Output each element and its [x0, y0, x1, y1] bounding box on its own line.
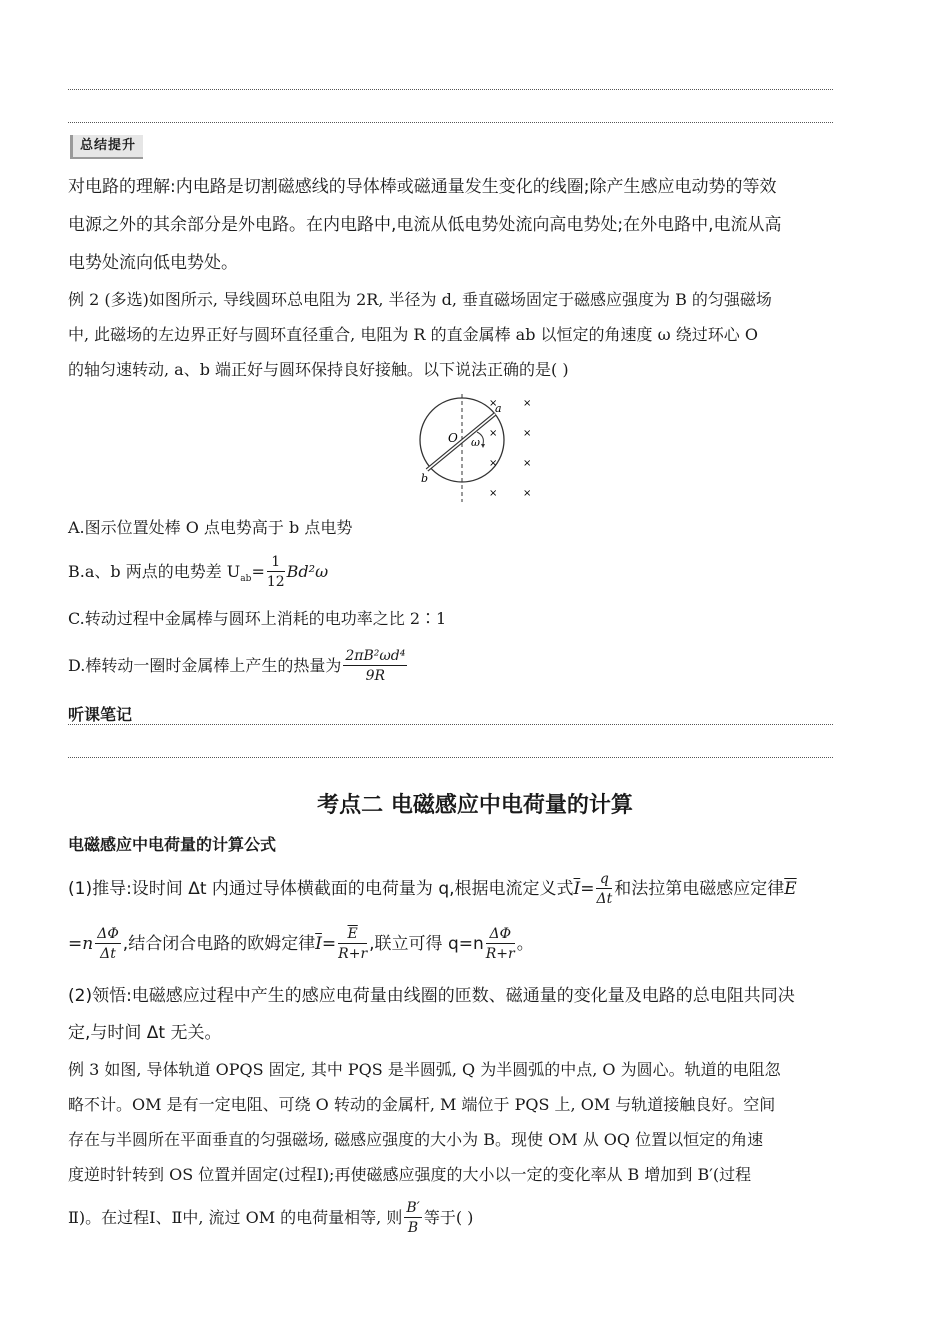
fraction-B-ratio [404, 1199, 421, 1238]
label-O: O [448, 431, 458, 445]
option-b-numerator: 1 [267, 553, 285, 572]
derivation-text-c: ,结合闭合电路的欧姆定律 [122, 934, 316, 954]
option-b-suffix: Bd²ω [286, 562, 329, 581]
cross-6: × [523, 458, 532, 469]
fraction-Rr-2: R+r [485, 945, 515, 962]
fraction-dphi-2: ΔΦ [486, 925, 515, 944]
example3-line-2: 略不计。OM 是有一定电阻、可绕 O 转动的金属杆, M 端位于 PQS 上, OM 与轨道接触良好。空间 [68, 1095, 776, 1114]
cross-7: × [489, 488, 498, 499]
fraction-E: $\overline{E}$ [338, 925, 367, 944]
option-b-denominator: 12 [266, 574, 285, 590]
option-c: C.转动过程中金属棒与圆环上消耗的电功率之比 2∶1 [68, 609, 447, 628]
option-b-sub: ab [240, 574, 252, 585]
option-b-prefix: B.a、b 两点的电势差 U [68, 562, 241, 581]
example3-line-5 [68, 1196, 473, 1240]
fraction-dt: Δt [596, 890, 613, 907]
fraction-dphi: ΔΦ [97, 925, 119, 942]
derivation-eq-1: = [580, 879, 595, 899]
label-a: a [495, 402, 502, 415]
emf-E-bar: $\overline{E}$ [784, 879, 797, 899]
example2-line-3: 的轴匀速转动, a、b 端正好与圆环保持良好接触。以下说法正确的是( ) [68, 360, 569, 379]
note-line-3 [68, 724, 833, 725]
option-d-prefix: D.棒转动一圈时金属棒上产生的热量为 [68, 656, 342, 675]
label-omega: ω [471, 436, 480, 449]
note-line-2 [68, 122, 833, 123]
summary-line-1: 对电路的理解:内电路是切割磁感线的导体棒或磁通量发生变化的线圈;除产生感应电动势的等效 [68, 177, 777, 197]
option-b [68, 552, 328, 599]
section-title: 考点二 电磁感应中电荷量的计算 [317, 793, 633, 818]
fraction-B: B [407, 1220, 419, 1236]
cross-5: × [489, 458, 498, 469]
option-d-fraction [343, 647, 407, 686]
derivation-end: 。 [516, 934, 534, 954]
example3-line-4: 度逆时针转到 OS 位置并固定(过程Ⅰ);再使磁感应强度的大小以一定的变化率从 B 增加到 B′(过程 [68, 1165, 752, 1184]
note-line-4 [68, 757, 833, 758]
cross-8: × [523, 488, 532, 499]
derivation-text-d: ,联立可得 q=n [369, 934, 484, 954]
metal-rod-inner [427, 414, 498, 470]
lecture-notes-label: 听课笔记 [68, 705, 133, 724]
fraction-dphi-Rr [486, 925, 515, 964]
derivation-eq-n: =n [68, 934, 94, 954]
example2-figure [405, 392, 545, 504]
section-subhead: 电磁感应中电荷量的计算公式 [68, 835, 277, 854]
summary-line-3: 电势处流向低电势处。 [68, 253, 238, 273]
derivation-text-b: 和法拉第电磁感应定律 [614, 879, 785, 899]
option-d [68, 644, 409, 688]
option-d-numerator: 2πB²ωd⁴ [345, 648, 406, 664]
option-d-denominator: 9R [365, 668, 386, 684]
fraction-Bprime: B′ [406, 1200, 420, 1216]
example3-line-1: 例 3 如图, 导体轨道 OPQS 固定, 其中 PQS 是半圆弧, Q 为半圆弧的中点, O 为圆心。轨道的电阻忽 [68, 1060, 781, 1079]
example3-line-3: 存在与半圆所在平面垂直的匀强磁场, 磁感应强度的大小为 B。现使 OM 从 OQ 位置以恒定的角速 [68, 1130, 764, 1149]
derivation-line-2 [68, 922, 534, 966]
insight-line-2: 定,与时间 Δt 无关。 [68, 1023, 222, 1043]
derivation-line-1 [68, 869, 797, 909]
fraction-E-Rr [338, 925, 367, 964]
summary-line-2: 电源之外的其余部分是外电路。在内电路中,电流从低电势处流向高电势处;在外电路中,电流从高 [68, 215, 782, 235]
cross-3: × [489, 428, 498, 439]
fraction-dphi-dt [95, 925, 121, 964]
cross-2: × [523, 398, 532, 409]
current-I-bar: $\overline{I}$ [573, 879, 581, 899]
omega-arrowhead [481, 444, 485, 448]
insight-line-1: (2)领悟:电磁感应过程中产生的感应电荷量由线圈的匝数、磁通量的变化量及电路的总电阻共同决 [68, 986, 795, 1006]
summary-badge: 总结提升 [70, 135, 143, 159]
fraction-dt-2: Δt [100, 945, 116, 962]
current-I-bar-2: $\overline{I}$ [315, 934, 322, 954]
fraction-q-dt [596, 870, 612, 909]
example3-line-5-suffix: 等于( ) [423, 1208, 474, 1227]
fraction-Rr: R+r [338, 945, 368, 962]
fraction-q: q [596, 870, 612, 889]
option-b-eq: = [251, 562, 265, 581]
derivation-text-a: (1)推导:设时间 Δt 内通过导体横截面的电荷量为 q,根据电流定义式 [68, 879, 574, 899]
example2-line-1: 例 2 (多选)如图所示, 导线圆环总电阻为 2R, 半径为 d, 垂直磁场固定于磁感应强度为 B 的匀强磁场 [68, 290, 772, 309]
option-b-fraction [267, 553, 285, 592]
cross-1: × [489, 398, 498, 409]
example3-line-5-prefix: Ⅱ)。在过程Ⅰ、Ⅱ中, 流过 OM 的电荷量相等, 则 [68, 1208, 403, 1227]
label-b: b [421, 472, 429, 485]
derivation-eq-2: = [321, 934, 337, 954]
example2-line-2: 中, 此磁场的左边界正好与圆环直径重合, 电阻为 R 的直金属棒 ab 以恒定的角速度 ω 绕过环心 O [68, 325, 758, 344]
cross-4: × [523, 428, 532, 439]
option-a: A.图示位置处棒 O 点电势高于 b 点电势 [68, 518, 353, 537]
note-line-1 [68, 89, 833, 90]
